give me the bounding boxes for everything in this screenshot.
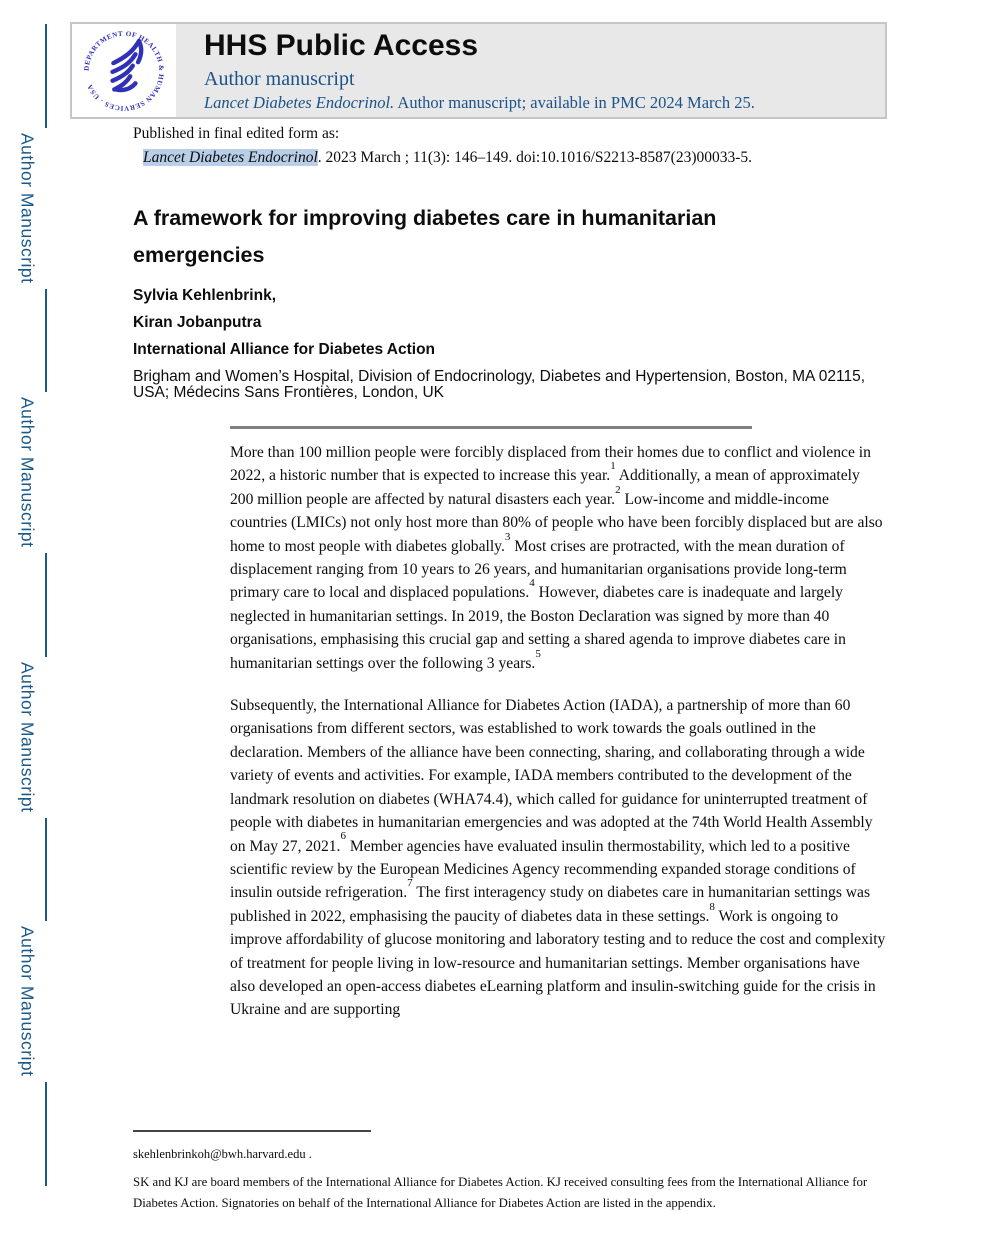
sidebar-rule — [45, 553, 47, 657]
author-block — [133, 288, 873, 412]
affiliation-text: Brigham and Women’s Hospital, Division of Endocrinology, Diabetes and Hypertension, Boston, MA 02115, USA; Médecins Sans Frontières, London, UK — [133, 368, 866, 401]
body-paragraph: Subsequently, the International Alliance for Diabetes Action (IADA), a partnership of more than 60 organisations from different sectors, was established to work towards the goals outlined in the declaration. Members of the alliance have been connecting, sharing, and collaborating through a wide variety of events and activities. For example, IADA members contributed to the development of the landmark resolution on diabetes (WHA74.4), which called for guidance for uninterrupted treatment of people with diabetes in humanitarian emergencies and was adopted at the 74th World Health Assembly on May 27, 2021.$^6$ Member agencies have evaluated insulin thermostability, which led to a positive scientific review by the European Medicines Agency recommending expanded storage conditions of insulin outside refrigeration.$^7$ The first interagency study on diabetes care in humanitarian settings was published in 2022, emphasising the paucity of diabetes data in these settings.$^8$ Work is ongoing to improve affordability of glucose monitoring and laboratory testing and to reduce the cost and complexity of treatment for people living in low-resource and humanitarian settings. Member organisations have also developed an open-access diabetes eLearning platform and insulin-switching guide for the crisis in Ukraine and are supporting — [230, 697, 886, 1019]
section-divider — [230, 426, 752, 429]
header-journal-line: Lancet Diabetes Endocrinol. Author manuscript; available in PMC 2024 March 25. — [204, 93, 755, 112]
citation-line: Lancet Diabetes Endocrinol. 2023 March ; 11(3): 146–149. doi:10.1016/S2213-8587(23)00033-5. — [143, 149, 753, 166]
header-title: HHS Public Access — [204, 29, 478, 62]
hhs-eagle-icon — [78, 27, 170, 115]
header-subtitle: Author manuscript — [204, 68, 355, 90]
watermark-author-manuscript: Author Manuscript — [17, 132, 38, 284]
sidebar-rule — [45, 1082, 47, 1186]
hhs-logo-ring-text: DEPARTMENT OF HEALTH & HUMAN SERVICES - USA — [82, 29, 166, 112]
footnotes-block — [133, 1130, 881, 1214]
watermark-author-manuscript: Author Manuscript — [17, 397, 38, 548]
citation-intro: Published in final edited form as: — [133, 125, 340, 142]
author-name: Kiran Jobanputra — [133, 314, 262, 331]
hhs-public-access-header — [70, 22, 887, 119]
watermark-author-manuscript: Author Manuscript — [17, 661, 38, 813]
author-manuscript-sidebar — [6, 24, 48, 1186]
header-text-block — [176, 24, 755, 117]
svg-text:DEPARTMENT OF HEALTH & HUMAN S — [83, 29, 166, 112]
sidebar-rule — [45, 289, 47, 393]
disclosure-text: SK and KJ are board members of the International Alliance for Diabetes Action. KJ received consulting fees from the International Alliance for Diabetes Action. Signatories on behalf of the International Alliance for Diabetes Action are listed in the appendix. — [133, 1175, 868, 1210]
article-title: A framework for improving diabetes care in humanitarian emergencies — [133, 206, 717, 267]
affiliation-organization: International Alliance for Diabetes Action — [133, 341, 436, 358]
sidebar-rule — [45, 818, 47, 922]
citation-block — [133, 122, 752, 170]
contact-email[interactable]: skehlenbrinkoh@bwh.harvard.edu . — [133, 1147, 312, 1161]
footnote-rule — [133, 1130, 371, 1132]
article-body — [230, 441, 886, 1041]
body-paragraph: More than 100 million people were forcibly displaced from their homes due to conflict and violence in 2022, a historic number that is expected to increase this year.$^1$ Additionally, a mean of approximately 200 million people are affected by natural disasters each year.$^2$ Low-income and middle-income countries (LMICs) not only host more than 80% of people who have been forcibly displaced but are also home to most people with diabetes globally.$^3$ Most crises are protracted, with the mean duration of displacement ranging from 10 years to 26 years, and humanitarian organisations provide long-term primary care to local and displaced populations.$^4$ However, diabetes care is inadequate and largely neglected in humanitarian settings. In 2019, the Boston Declaration was signed by more than 40 organisations, emphasising this crucial gap and setting a shared agenda to improve diabetes care in humanitarian settings over the following 3 years.$^5$ — [230, 444, 883, 672]
author-name: Sylvia Kehlenbrink, — [133, 287, 276, 304]
sidebar-rule — [45, 24, 47, 128]
hhs-logo — [72, 24, 176, 117]
watermark-author-manuscript: Author Manuscript — [17, 926, 38, 1077]
